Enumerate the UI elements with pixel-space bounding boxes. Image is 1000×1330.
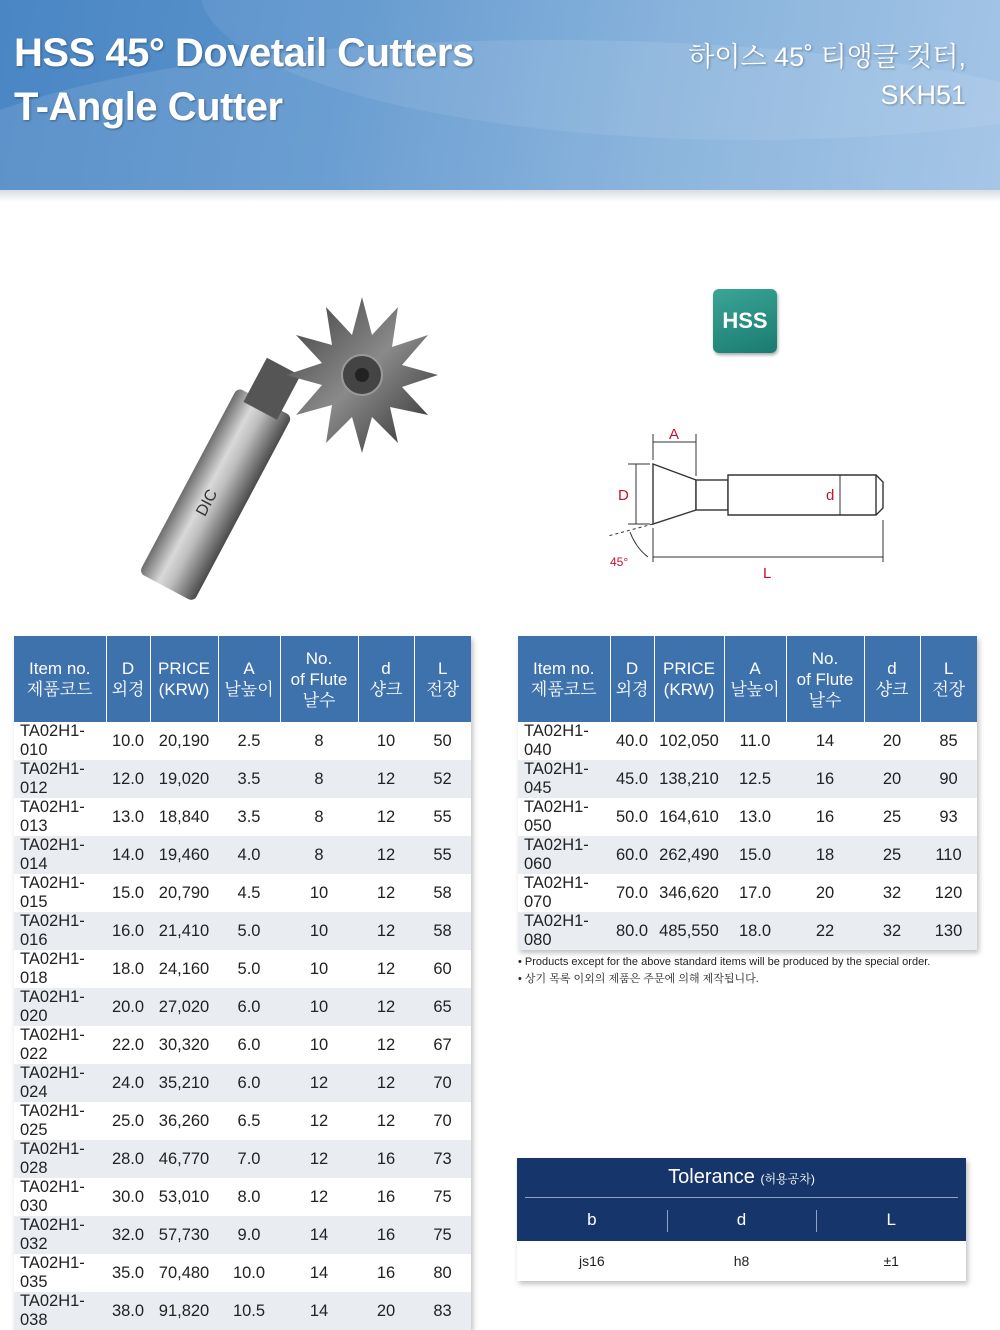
table-row xyxy=(14,1102,471,1140)
cell-price: 346,620 xyxy=(654,874,724,912)
col-d-header: d 샹크 xyxy=(358,636,414,722)
table-row xyxy=(14,1178,471,1216)
cell-price: 262,490 xyxy=(654,836,724,874)
cell-A: 15.0 xyxy=(724,836,786,874)
cell-item-no: TA02H1-022 xyxy=(14,1026,106,1064)
banner-shadow xyxy=(0,190,1000,202)
cell-flutes: 8 xyxy=(280,836,358,874)
col-L-header: L 전장 xyxy=(920,636,977,722)
cell-d: 12 xyxy=(358,798,414,836)
cell-d: 12 xyxy=(358,1026,414,1064)
cell-flutes: 22 xyxy=(786,912,864,950)
table-row xyxy=(518,760,977,798)
cell-flutes: 8 xyxy=(280,760,358,798)
cell-A: 4.0 xyxy=(218,836,280,874)
cell-flutes: 16 xyxy=(786,760,864,798)
cell-item-no: TA02H1-040 xyxy=(518,722,610,760)
cell-d: 25 xyxy=(864,836,920,874)
cell-A: 7.0 xyxy=(218,1140,280,1178)
cell-A: 9.0 xyxy=(218,1216,280,1254)
dim-label-L: L xyxy=(763,565,772,582)
cell-D: 25.0 xyxy=(106,1102,150,1140)
cell-item-no: TA02H1-035 xyxy=(14,1254,106,1292)
cell-flutes: 12 xyxy=(280,1140,358,1178)
note-korean: • 상기 목록 이외의 제품은 주문에 의해 제작됩니다. xyxy=(518,973,759,985)
cell-D: 10.0 xyxy=(106,722,150,760)
cell-flutes: 14 xyxy=(280,1292,358,1330)
price-table-left xyxy=(14,636,471,1330)
cell-price: 30,320 xyxy=(150,1026,218,1064)
cell-item-no: TA02H1-060 xyxy=(518,836,610,874)
col-A-header: A 날높이 xyxy=(218,636,280,722)
cell-A: 2.5 xyxy=(218,722,280,760)
table-row xyxy=(14,1026,471,1064)
col-item-header: Item no. 제품코드 xyxy=(518,636,610,722)
tolerance-value-b: js16 xyxy=(578,1253,605,1269)
hss-material-badge: HSS xyxy=(713,289,777,353)
cell-price: 20,190 xyxy=(150,722,218,760)
tolerance-value-d: h8 xyxy=(733,1253,750,1269)
cell-flutes: 20 xyxy=(786,874,864,912)
cell-item-no: TA02H1-080 xyxy=(518,912,610,950)
cell-price: 19,460 xyxy=(150,836,218,874)
cell-d: 12 xyxy=(358,912,414,950)
table-row xyxy=(14,874,471,912)
cell-D: 60.0 xyxy=(610,836,654,874)
header-banner xyxy=(0,0,1000,190)
cell-D: 20.0 xyxy=(106,988,150,1026)
cell-price: 46,770 xyxy=(150,1140,218,1178)
cell-flutes: 10 xyxy=(280,950,358,988)
cell-price: 485,550 xyxy=(654,912,724,950)
cell-L: 67 xyxy=(414,1026,471,1064)
cell-D: 14.0 xyxy=(106,836,150,874)
cell-L: 65 xyxy=(414,988,471,1026)
cell-A: 12.5 xyxy=(724,760,786,798)
dimension-drawing xyxy=(590,420,910,590)
cell-price: 20,790 xyxy=(150,874,218,912)
cell-d: 12 xyxy=(358,988,414,1026)
title-ko-line-1: 하이스 45˚ 티앵글 컷터, xyxy=(688,42,966,72)
col-price-header: PRICE (KRW) xyxy=(654,636,724,722)
cell-item-no: TA02H1-024 xyxy=(14,1064,106,1102)
cell-D: 15.0 xyxy=(106,874,150,912)
cell-D: 35.0 xyxy=(106,1254,150,1292)
col-flute-header: No. of Flute 날수 xyxy=(786,636,864,722)
cell-flutes: 10 xyxy=(280,1026,358,1064)
cell-item-no: TA02H1-045 xyxy=(518,760,610,798)
cell-d: 12 xyxy=(358,1064,414,1102)
cell-A: 3.5 xyxy=(218,798,280,836)
tolerance-title-ko: (허용공차) xyxy=(760,1172,815,1186)
table-row xyxy=(14,1140,471,1178)
tolerance-header xyxy=(517,1158,966,1241)
cell-A: 6.0 xyxy=(218,1026,280,1064)
order-notes xyxy=(518,954,930,988)
cell-A: 4.5 xyxy=(218,874,280,912)
cell-A: 3.5 xyxy=(218,760,280,798)
cell-A: 13.0 xyxy=(724,798,786,836)
cell-A: 10.0 xyxy=(218,1254,280,1292)
table-row xyxy=(14,1254,471,1292)
cell-flutes: 12 xyxy=(280,1102,358,1140)
page-title xyxy=(14,26,474,134)
cell-A: 5.0 xyxy=(218,912,280,950)
cell-flutes: 16 xyxy=(786,798,864,836)
cell-flutes: 10 xyxy=(280,988,358,1026)
cell-flutes: 12 xyxy=(280,1064,358,1102)
cell-L: 73 xyxy=(414,1140,471,1178)
cell-d: 16 xyxy=(358,1140,414,1178)
cell-A: 10.5 xyxy=(218,1292,280,1330)
price-table-right xyxy=(518,636,977,950)
table-header-row xyxy=(518,636,977,722)
cell-d: 32 xyxy=(864,874,920,912)
cell-D: 50.0 xyxy=(610,798,654,836)
cell-A: 5.0 xyxy=(218,950,280,988)
cell-flutes: 12 xyxy=(280,1178,358,1216)
table-row xyxy=(518,874,977,912)
tolerance-table xyxy=(517,1158,966,1281)
cell-A: 6.0 xyxy=(218,988,280,1026)
cell-item-no: TA02H1-038 xyxy=(14,1292,106,1330)
cell-D: 38.0 xyxy=(106,1292,150,1330)
tolerance-values-row xyxy=(517,1241,966,1281)
table-row xyxy=(518,912,977,950)
cell-D: 45.0 xyxy=(610,760,654,798)
cell-price: 36,260 xyxy=(150,1102,218,1140)
cell-flutes: 8 xyxy=(280,798,358,836)
cell-D: 12.0 xyxy=(106,760,150,798)
title-line-1: HSS 45° Dovetail Cutters xyxy=(14,31,474,75)
cell-L: 130 xyxy=(920,912,977,950)
dim-label-D: D xyxy=(618,487,629,504)
cell-price: 53,010 xyxy=(150,1178,218,1216)
col-item-header: Item no. 제품코드 xyxy=(14,636,106,722)
cell-d: 32 xyxy=(864,912,920,950)
cell-item-no: TA02H1-010 xyxy=(14,722,106,760)
table-row xyxy=(14,988,471,1026)
cell-price: 19,020 xyxy=(150,760,218,798)
cell-d: 12 xyxy=(358,874,414,912)
cell-d: 12 xyxy=(358,950,414,988)
cell-L: 58 xyxy=(414,874,471,912)
cell-L: 85 xyxy=(920,722,977,760)
cell-d: 10 xyxy=(358,722,414,760)
col-A-header: A 날높이 xyxy=(724,636,786,722)
cell-L: 58 xyxy=(414,912,471,950)
cell-item-no: TA02H1-032 xyxy=(14,1216,106,1254)
cell-price: 24,160 xyxy=(150,950,218,988)
cell-d: 16 xyxy=(358,1254,414,1292)
cell-L: 83 xyxy=(414,1292,471,1330)
tolerance-title-en: Tolerance xyxy=(668,1166,755,1188)
cell-item-no: TA02H1-025 xyxy=(14,1102,106,1140)
table-row xyxy=(518,722,977,760)
cell-D: 30.0 xyxy=(106,1178,150,1216)
cell-price: 70,480 xyxy=(150,1254,218,1292)
cell-L: 75 xyxy=(414,1216,471,1254)
tolerance-value-L: ±1 xyxy=(883,1253,899,1269)
cell-D: 24.0 xyxy=(106,1064,150,1102)
col-D-header: D 외경 xyxy=(610,636,654,722)
cell-A: 17.0 xyxy=(724,874,786,912)
table-row xyxy=(14,1216,471,1254)
table-row xyxy=(14,912,471,950)
tolerance-col-L: L xyxy=(816,1198,966,1241)
dim-angle-label: 45° xyxy=(610,555,629,569)
table-row xyxy=(14,798,471,836)
cell-d: 20 xyxy=(864,722,920,760)
note-english: • Products except for the above standard items will be produced by the special order. xyxy=(518,956,931,968)
cell-flutes: 14 xyxy=(786,722,864,760)
cell-item-no: TA02H1-030 xyxy=(14,1178,106,1216)
cell-item-no: TA02H1-012 xyxy=(14,760,106,798)
cell-flutes: 8 xyxy=(280,722,358,760)
cell-D: 28.0 xyxy=(106,1140,150,1178)
cell-L: 55 xyxy=(414,798,471,836)
title-line-2: T-Angle Cutter xyxy=(14,85,283,129)
cell-L: 70 xyxy=(414,1064,471,1102)
tolerance-col-b: b xyxy=(587,1210,597,1229)
shank-engraving: DIC xyxy=(193,486,222,520)
page-title-korean xyxy=(688,38,966,114)
table-row xyxy=(14,950,471,988)
table-row xyxy=(14,1064,471,1102)
cell-flutes: 10 xyxy=(280,912,358,950)
cell-L: 50 xyxy=(414,722,471,760)
cell-item-no: TA02H1-015 xyxy=(14,874,106,912)
table-row xyxy=(518,836,977,874)
cell-flutes: 14 xyxy=(280,1216,358,1254)
cell-L: 120 xyxy=(920,874,977,912)
cell-A: 11.0 xyxy=(724,722,786,760)
cell-L: 110 xyxy=(920,836,977,874)
cell-d: 16 xyxy=(358,1178,414,1216)
cell-D: 16.0 xyxy=(106,912,150,950)
product-image xyxy=(100,280,460,610)
cell-price: 57,730 xyxy=(150,1216,218,1254)
tolerance-col-d: d xyxy=(667,1198,817,1241)
cell-d: 20 xyxy=(358,1292,414,1330)
cell-D: 22.0 xyxy=(106,1026,150,1064)
cell-price: 164,610 xyxy=(654,798,724,836)
cell-item-no: TA02H1-014 xyxy=(14,836,106,874)
table-row xyxy=(518,798,977,836)
cell-item-no: TA02H1-016 xyxy=(14,912,106,950)
col-d-header: d 샹크 xyxy=(864,636,920,722)
cell-d: 12 xyxy=(358,760,414,798)
table-row xyxy=(14,1292,471,1330)
cell-A: 6.5 xyxy=(218,1102,280,1140)
cell-d: 16 xyxy=(358,1216,414,1254)
cell-d: 12 xyxy=(358,1102,414,1140)
cell-L: 80 xyxy=(414,1254,471,1292)
cell-A: 6.0 xyxy=(218,1064,280,1102)
cell-price: 91,820 xyxy=(150,1292,218,1330)
table-row xyxy=(14,722,471,760)
cell-flutes: 18 xyxy=(786,836,864,874)
cell-D: 18.0 xyxy=(106,950,150,988)
title-ko-line-2: SKH51 xyxy=(880,80,966,110)
col-D-header: D 외경 xyxy=(106,636,150,722)
cell-D: 70.0 xyxy=(610,874,654,912)
cell-D: 80.0 xyxy=(610,912,654,950)
cell-item-no: TA02H1-028 xyxy=(14,1140,106,1178)
cell-A: 8.0 xyxy=(218,1178,280,1216)
cell-L: 90 xyxy=(920,760,977,798)
cell-L: 60 xyxy=(414,950,471,988)
cell-L: 52 xyxy=(414,760,471,798)
cell-price: 35,210 xyxy=(150,1064,218,1102)
cell-A: 18.0 xyxy=(724,912,786,950)
cell-item-no: TA02H1-020 xyxy=(14,988,106,1026)
col-flute-header: No. of Flute 날수 xyxy=(280,636,358,722)
col-L-header: L 전장 xyxy=(414,636,471,722)
cell-price: 102,050 xyxy=(654,722,724,760)
cell-L: 93 xyxy=(920,798,977,836)
cell-flutes: 14 xyxy=(280,1254,358,1292)
cell-L: 55 xyxy=(414,836,471,874)
dim-label-d: d xyxy=(826,487,835,504)
cell-price: 138,210 xyxy=(654,760,724,798)
cell-D: 32.0 xyxy=(106,1216,150,1254)
cell-L: 75 xyxy=(414,1178,471,1216)
tolerance-title xyxy=(517,1166,966,1189)
cell-d: 25 xyxy=(864,798,920,836)
cell-L: 70 xyxy=(414,1102,471,1140)
table-row xyxy=(14,760,471,798)
cell-d: 20 xyxy=(864,760,920,798)
cell-item-no: TA02H1-018 xyxy=(14,950,106,988)
cell-item-no: TA02H1-070 xyxy=(518,874,610,912)
cell-flutes: 10 xyxy=(280,874,358,912)
table-header-row xyxy=(14,636,471,722)
cell-item-no: TA02H1-013 xyxy=(14,798,106,836)
cell-price: 18,840 xyxy=(150,798,218,836)
dim-label-A: A xyxy=(669,426,680,443)
cell-price: 27,020 xyxy=(150,988,218,1026)
cell-D: 40.0 xyxy=(610,722,654,760)
cell-d: 12 xyxy=(358,836,414,874)
cell-D: 13.0 xyxy=(106,798,150,836)
table-row xyxy=(14,836,471,874)
cell-price: 21,410 xyxy=(150,912,218,950)
cell-item-no: TA02H1-050 xyxy=(518,798,610,836)
col-price-header: PRICE (KRW) xyxy=(150,636,218,722)
